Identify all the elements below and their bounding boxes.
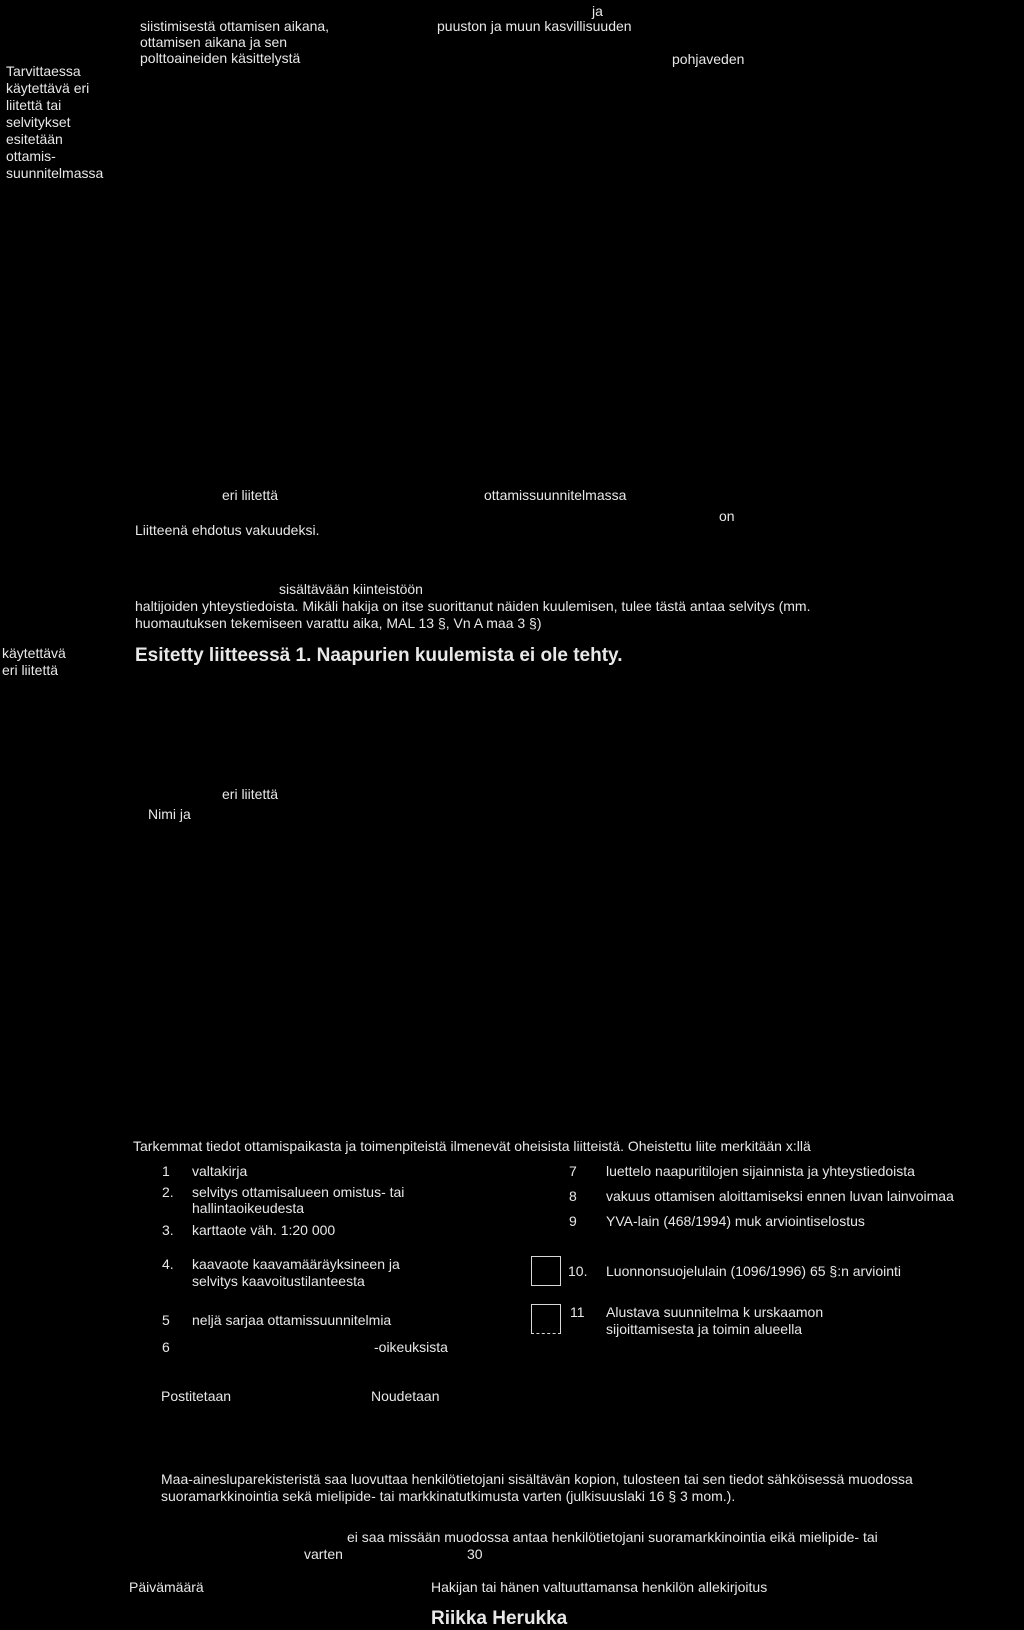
attachment-num: 7 — [569, 1163, 577, 1179]
neighbours-line-1: sisältävään kiinteistöön — [279, 581, 423, 597]
left-note — [6, 63, 103, 182]
neighbours-side-1: käytettävä — [2, 645, 66, 661]
top-line-b2: pohjaveden — [672, 51, 745, 67]
left-note-line: selvitykset — [6, 114, 71, 130]
delivery-option-pickup[interactable]: Noudetaan — [371, 1388, 440, 1404]
left-note-line: ottamis- — [6, 148, 56, 164]
top-line-a3: polttoaineiden käsittelystä — [140, 50, 301, 66]
top-ja: ja — [592, 3, 603, 19]
privacy-line-4b: 30 — [467, 1546, 483, 1562]
neighbours-answer[interactable]: Esitetty liitteessä 1. Naapurien kuulemista ei ole tehty. — [135, 645, 623, 666]
attachment-num: 6 — [162, 1339, 170, 1355]
attachment-num: 9 — [569, 1213, 577, 1229]
left-note-line: esitetään — [6, 131, 63, 147]
attachment-label-cont: sijoittamisesta ja toimin alueella — [606, 1321, 803, 1337]
attachment-num: 4. — [162, 1256, 174, 1272]
neighbours-side-2: eri liitettä — [2, 662, 59, 678]
attachment-label: Luonnonsuojelulain (1096/1996) 65 §:n arviointi — [606, 1263, 901, 1279]
attachment-11-checkbox[interactable] — [531, 1304, 561, 1334]
attachment-num: 2. — [162, 1184, 174, 1200]
attachment-10-checkbox[interactable] — [531, 1256, 561, 1286]
signature-name: Riikka Herukka — [431, 1608, 568, 1629]
top-line-a2: ottamisen aikana ja sen — [140, 34, 288, 50]
attachment-label: YVA-lain (468/1994) muk arviointiselostus — [606, 1213, 865, 1229]
attachment-label: karttaote väh. 1:20 000 — [192, 1222, 336, 1238]
left-note-line: liitettä tai — [6, 97, 62, 113]
delivery-option-post[interactable]: Postitetaan — [161, 1388, 232, 1404]
attachment-num: 5 — [162, 1312, 170, 1328]
attachment-label: neljä sarjaa ottamissuunnitelmia — [192, 1312, 392, 1328]
attachments-intro: Tarkemmat tiedot ottamispaikasta ja toimenpiteistä ilmenevät oheisista liitteistä. Oheistettu liite merkitään x:llä — [133, 1138, 811, 1154]
attachment-num: 10. — [568, 1263, 588, 1279]
attachment-num: 8 — [569, 1188, 577, 1204]
privacy-line-1: Maa-ainesluparekisteristä saa luovuttaa henkilötietojani sisältävän kopion, tulosteen tai sen tiedot sähköisessä muodossa — [161, 1471, 913, 1487]
attachment-label-cont: hallintaoikeudesta — [192, 1200, 305, 1216]
security-attachment-text: Liitteenä ehdotus vakuudeksi. — [135, 522, 320, 538]
attachment-num: 1 — [162, 1163, 170, 1179]
name-label: Nimi ja — [148, 806, 191, 822]
attachment-label: -oikeuksista — [374, 1339, 448, 1355]
attachment-num: 3. — [162, 1222, 174, 1238]
security-label-2: ottamissuunnitelmassa — [484, 487, 627, 503]
attachment-label: selvitys ottamisalueen omistus- tai — [192, 1184, 405, 1200]
security-label-1: eri liitettä — [222, 487, 279, 503]
attachment-label: Alustava suunnitelma k urskaamon — [606, 1304, 824, 1320]
neighbours-line-3: huomautuksen tekemiseen varattu aika, MAL 13 §, Vn A maa 3 §) — [135, 615, 542, 631]
left-note-line: suunnitelmassa — [6, 165, 104, 181]
attachment-label: luettelo naapuritilojen sijainnista ja yhteystiedoista — [606, 1163, 915, 1179]
neighbours-line-2: haltijoiden yhteystiedoista. Mikäli hakija on itse suorittanut näiden kuulemisen, tulee tästä antaa selvitys (mm. — [135, 598, 811, 614]
name-note: eri liitettä — [222, 786, 279, 802]
attachment-label-cont: selvitys kaavoitustilanteesta — [192, 1273, 365, 1289]
left-note-line: käytettävä eri — [6, 80, 90, 96]
privacy-line-2: suoramarkkinointia sekä mielipide- tai markkinatutkimusta varten (julkisuuslaki 16 § 3 mom.). — [161, 1488, 736, 1504]
privacy-line-3: ei saa missään muodossa antaa henkilötietojani suoramarkkinointia eikä mielipide- tai — [347, 1529, 878, 1545]
left-note-line: Tarvittaessa — [6, 63, 81, 79]
attachment-num: 11 — [570, 1304, 585, 1320]
top-line-a1: siistimisestä ottamisen aikana, — [140, 18, 330, 34]
privacy-line-4a: varten — [304, 1546, 343, 1562]
attachment-label: kaavaote kaavamääräyksineen ja — [192, 1256, 400, 1272]
attachment-label: vakuus ottamisen aloittamiseksi ennen luvan lainvoimaa — [606, 1188, 954, 1204]
security-label-3: on — [719, 508, 735, 524]
attachment-label: valtakirja — [192, 1163, 248, 1179]
date-label: Päivämäärä — [129, 1579, 204, 1595]
top-line-b1: puuston ja muun kasvillisuuden — [437, 18, 632, 34]
signature-label: Hakijan tai hänen valtuuttamansa henkilön allekirjoitus — [431, 1579, 768, 1595]
